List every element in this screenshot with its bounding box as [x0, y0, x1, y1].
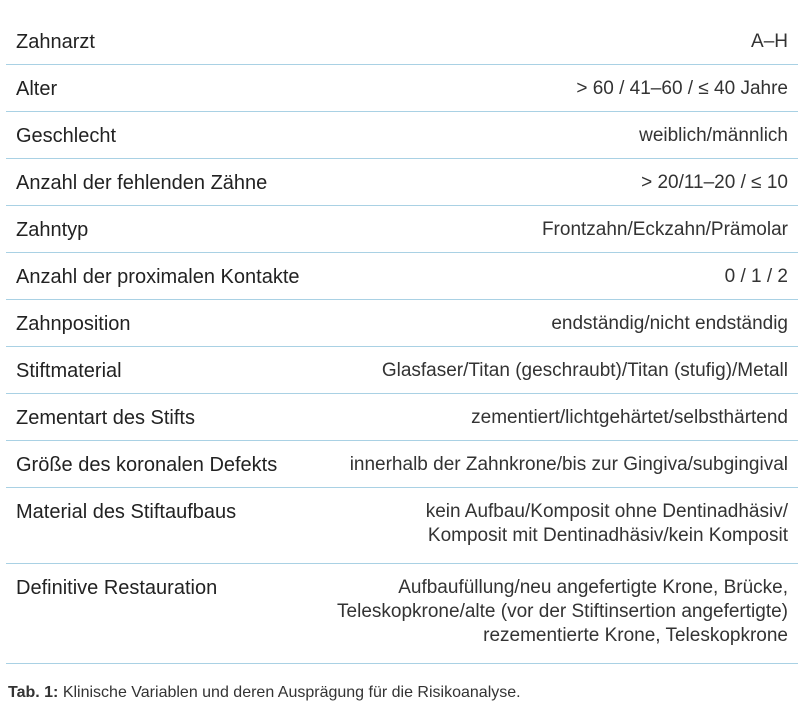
table-row	[6, 441, 798, 488]
row-value: > 60 / 41–60 / ≤ 40 Jahre	[576, 78, 788, 99]
row-label: Zahntyp	[16, 219, 89, 241]
row-value: zementiert/lichtgehärtet/selbsthärtend	[471, 407, 788, 428]
row-label: Zahnarzt	[16, 31, 95, 53]
row-label: Anzahl der proximalen Kontakte	[16, 266, 300, 288]
row-value: A–H	[751, 31, 788, 52]
row-value: > 20/11–20 / ≤ 10	[641, 172, 788, 193]
row-label: Definitive Restauration	[16, 577, 218, 599]
row-value: 0 / 1 / 2	[724, 266, 788, 287]
table-row	[6, 488, 798, 564]
row-label: Material des Stiftaufbaus	[16, 501, 237, 523]
table-row	[6, 206, 798, 253]
row-label: Zahnposition	[16, 313, 131, 335]
table-row	[6, 112, 798, 159]
caption-label: Tab. 1:	[8, 684, 59, 701]
table-row	[6, 159, 798, 206]
row-value: kein Aufbau/Komposit ohne Dentinadhäsiv/ Komposit mit Dentinadhäsiv/kein Komposit	[425, 501, 788, 546]
table-row	[6, 564, 798, 664]
row-value: Frontzahn/Eckzahn/Prämolar	[541, 219, 788, 240]
row-value: Glasfaser/Titan (geschraubt)/Titan (stufig)/Metall	[381, 360, 788, 381]
row-value: endständig/nicht endständig	[551, 313, 788, 334]
table-row	[6, 253, 798, 300]
row-label: Anzahl der fehlenden Zähne	[16, 172, 268, 194]
row-label: Größe des koronalen Defekts	[16, 454, 278, 476]
row-label: Zementart des Stifts	[16, 407, 195, 429]
table-caption	[8, 682, 521, 704]
row-label: Stiftmaterial	[16, 360, 122, 382]
row-label: Alter	[16, 78, 58, 100]
caption-text: Klinische Variablen und deren Ausprägung für die Risikoanalyse.	[58, 684, 521, 701]
table-row	[6, 18, 798, 65]
row-value: Aufbaufüllung/neu angefertigte Krone, Brücke, Teleskopkrone/alte (vor der Stiftinsertion angefertigte) rezementierte Krone, Teleskopkrone	[337, 577, 788, 646]
row-label: Geschlecht	[16, 125, 117, 147]
table-row	[6, 394, 798, 441]
table-row	[6, 65, 798, 112]
table-row	[6, 347, 798, 394]
table-row	[6, 300, 798, 347]
row-value: innerhalb der Zahnkrone/bis zur Gingiva/subgingival	[349, 454, 788, 475]
variables-table	[6, 18, 798, 664]
row-value: weiblich/männlich	[639, 125, 788, 146]
